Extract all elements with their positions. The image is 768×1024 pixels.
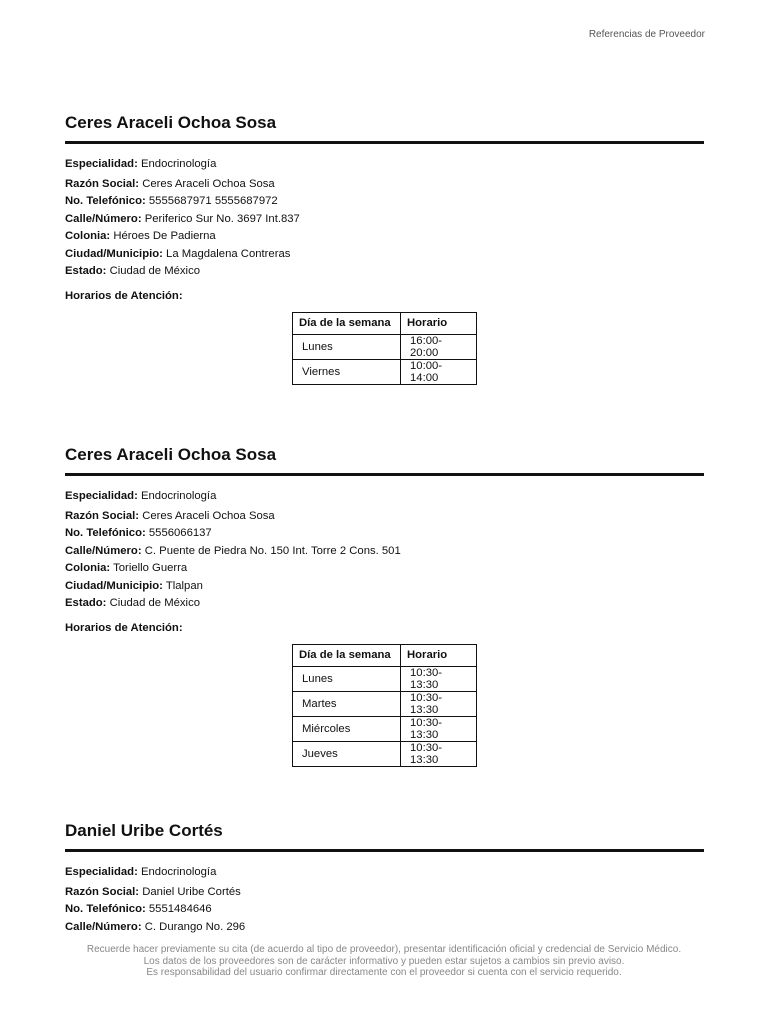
field-label: Estado: (65, 597, 107, 609)
field-value: Ciudad de México (109, 597, 201, 609)
day-cell: Martes (293, 691, 401, 716)
field-label: Calle/Número: (65, 212, 142, 225)
footer-line: Es responsabilidad del usuario confirmar directamente con el proveedor si cuenta con el servicio requerido. (146, 967, 622, 978)
field-business-name (65, 508, 704, 526)
field-value: Periferico Sur No. 3697 Int.837 (144, 212, 300, 225)
table-header-row (293, 312, 477, 334)
field-value: Ceres Araceli Ochoa Sosa (142, 509, 275, 522)
hours-cell: 10:30-13:30 (401, 716, 477, 741)
field-phone (65, 901, 704, 919)
field-neighborhood (65, 560, 704, 578)
provider-name: Ceres Araceli Ochoa Sosa (65, 113, 704, 144)
field-label: Razón Social: (65, 509, 140, 522)
day-cell: Lunes (293, 334, 401, 359)
field-specialty (65, 864, 704, 882)
field-specialty (65, 488, 704, 506)
field-value: Daniel Uribe Cortés (142, 885, 241, 898)
table-header-row (293, 644, 477, 666)
column-header-hours: Horario (401, 312, 477, 334)
field-value: C. Durango No. 296 (144, 920, 246, 933)
table-row (293, 716, 477, 741)
field-value: Endocrinología (140, 158, 217, 170)
provider-fields (65, 864, 704, 936)
provider-fields (65, 156, 704, 281)
provider-fields (65, 488, 704, 613)
hours-table (292, 312, 477, 385)
hours-cell: 10:30-13:30 (401, 691, 477, 716)
field-label: Colonia: (65, 562, 111, 574)
field-business-name (65, 884, 704, 902)
field-label: Calle/Número: (65, 920, 142, 933)
table-row (293, 741, 477, 766)
day-cell: Viernes (293, 359, 401, 384)
field-label: Razón Social: (65, 177, 140, 190)
field-phone (65, 193, 704, 211)
provider-card (65, 821, 704, 936)
field-label: Calle/Número: (65, 544, 142, 557)
field-label: Ciudad/Municipio: (65, 247, 163, 260)
hours-cell: 10:00-14:00 (401, 359, 477, 384)
day-cell: Lunes (293, 666, 401, 691)
column-header-hours: Horario (401, 644, 477, 666)
field-label: Ciudad/Municipio: (65, 579, 163, 592)
field-label: Especialidad: (65, 158, 138, 170)
field-business-name (65, 176, 704, 194)
field-neighborhood (65, 228, 704, 246)
hours-cell: 10:30-13:30 (401, 666, 477, 691)
field-street (65, 919, 704, 937)
page-header: Referencias de Proveedor (588, 29, 705, 40)
field-label: No. Telefónico: (65, 903, 146, 915)
field-label: Especialidad: (65, 866, 138, 878)
field-value: 5556066137 (148, 527, 212, 539)
provider-name: Daniel Uribe Cortés (65, 821, 704, 852)
field-label: No. Telefónico: (65, 527, 146, 539)
field-label: Colonia: (65, 230, 111, 242)
provider-card (65, 445, 704, 767)
field-label: Especialidad: (65, 490, 138, 502)
field-city (65, 578, 704, 596)
field-specialty (65, 156, 704, 174)
table-row (293, 666, 477, 691)
field-label: Estado: (65, 265, 107, 277)
field-value: 5555687971 5555687972 (148, 195, 278, 207)
field-state (65, 263, 704, 281)
hours-title: Horarios de Atención: (65, 289, 183, 302)
field-value: Ciudad de México (109, 265, 201, 277)
field-city (65, 246, 704, 264)
field-value: Endocrinología (140, 490, 217, 502)
hours-title: Horarios de Atención: (65, 621, 183, 634)
column-header-day: Día de la semana (293, 312, 401, 334)
table-row (293, 334, 477, 359)
page-footer (0, 944, 768, 979)
hours-cell: 16:00-20:00 (401, 334, 477, 359)
field-value: 5551484646 (148, 903, 212, 915)
field-value: Toriello Guerra (113, 562, 188, 574)
day-cell: Jueves (293, 741, 401, 766)
field-value: Ceres Araceli Ochoa Sosa (142, 177, 275, 190)
provider-card (65, 113, 704, 385)
column-header-day: Día de la semana (293, 644, 401, 666)
hours-cell: 10:30-13:30 (401, 741, 477, 766)
field-street (65, 543, 704, 561)
provider-name: Ceres Araceli Ochoa Sosa (65, 445, 704, 476)
field-street (65, 211, 704, 229)
day-cell: Miércoles (293, 716, 401, 741)
footer-line: Los datos de los proveedores son de carácter informativo y pueden estar sujetos a cambios sin previo aviso. (143, 955, 625, 967)
field-label: Razón Social: (65, 885, 140, 898)
field-value: Tlalpan (165, 579, 203, 592)
field-value: C. Puente de Piedra No. 150 Int. Torre 2 Cons. 501 (144, 544, 401, 557)
field-label: No. Telefónico: (65, 195, 146, 207)
field-value: Héroes De Padierna (113, 230, 216, 242)
field-value: Endocrinología (140, 866, 217, 878)
field-state (65, 595, 704, 613)
field-value: La Magdalena Contreras (166, 247, 291, 260)
table-row (293, 359, 477, 384)
table-row (293, 691, 477, 716)
field-phone (65, 525, 704, 543)
footer-line: Recuerde hacer previamente su cita (de acuerdo al tipo de proveedor), presentar identificación oficial y credencial de Servicio Médico. (86, 944, 682, 955)
hours-table (292, 644, 477, 767)
